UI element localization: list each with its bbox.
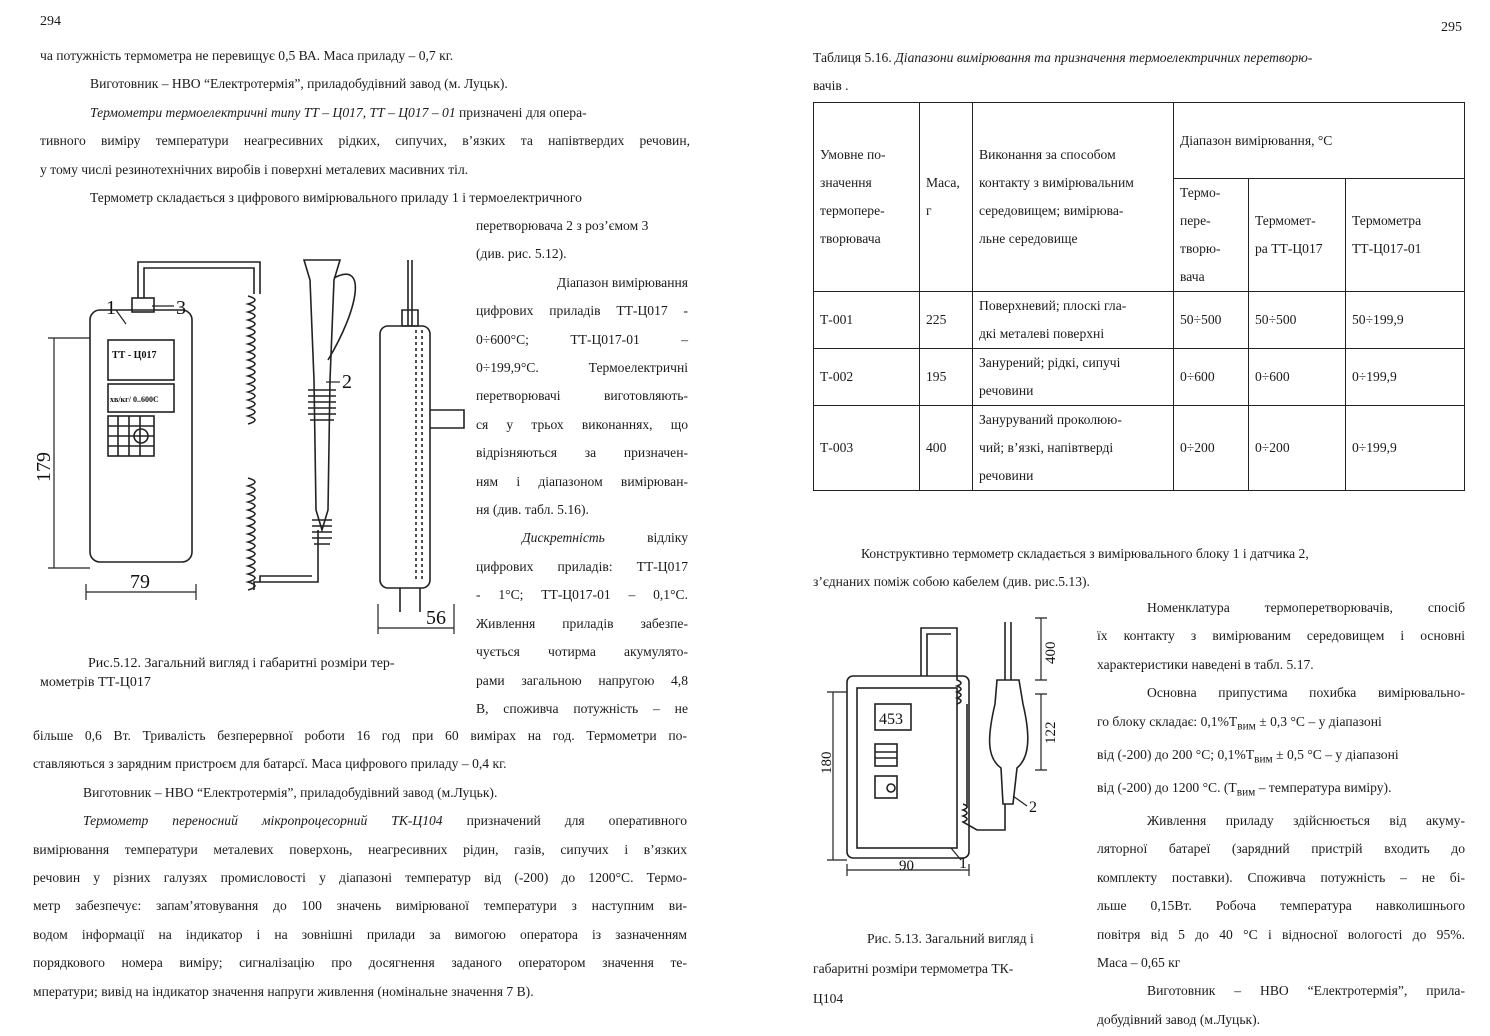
italic-term: Дискретність <box>522 530 605 546</box>
dim-height: 180 <box>819 751 835 774</box>
callout-2: 2 <box>342 371 352 393</box>
device-label-1: ТТ - Ц017 <box>112 350 157 361</box>
text-line: перетворювача 2 з роз’ємом 3 <box>476 218 649 233</box>
page-number: 295 <box>1441 20 1462 35</box>
figure-caption-5-13: Рис. 5.13. Загальний вигляд і габаритні розміри термометра ТК- Ц104 <box>813 931 1034 1006</box>
text-line: комплекту поставки). Споживча потужність – не бі- <box>1097 869 1465 885</box>
header-sub-converter: Термо- пере- творю- вача <box>1174 179 1249 292</box>
text-line: Діапазон вимірювання <box>556 274 688 290</box>
text-line: цифрових приладів: ТТ-Ц017 <box>476 558 688 574</box>
range-table <box>813 102 1465 491</box>
table-title-cont: вачів . <box>813 78 849 93</box>
text-line: добудівний завод (м.Луцьк). <box>1097 1011 1261 1027</box>
left-text-column <box>476 212 688 723</box>
text-line: Термометр складається з цифрового вимірювального приладу 1 і термоелектричного <box>90 190 582 206</box>
text-line: ставляються з зарядним пристроєм для батарсї. Маса цифрового приладу – 0,4 кг. <box>33 756 507 772</box>
header-mass: Маса, г <box>920 103 973 292</box>
probe-rod <box>1005 622 1011 680</box>
text-line: рами загальною напругою 4,8 <box>476 672 688 688</box>
header-sub-tt-c017: Термомет- ра ТТ-Ц017 <box>1249 179 1346 292</box>
device-button <box>875 744 897 766</box>
text-line: Живлення приладів забезпе- <box>476 615 688 631</box>
text-line: Конструктивно термометр складається з вимірювального блоку 1 і датчика 2, <box>861 546 1309 561</box>
text-line: чується чотирма акумулято- <box>476 644 688 660</box>
callout-3: 3 <box>176 297 186 319</box>
text-line: Маса – 0,65 кг <box>1097 955 1181 971</box>
text-line: повітря від 5 до 40 °С і відносної вологості до 95%. <box>1097 926 1465 942</box>
figure-5-12 <box>28 240 468 640</box>
device-face <box>857 688 957 848</box>
dim-probe: 400 <box>1043 641 1059 664</box>
text-line: від (-200) до 1200 °С. ($Т_{вим}$ – температура виміру). <box>1097 779 1392 799</box>
dim-height: 179 <box>33 452 55 482</box>
text-line: порядкового номера виміру; сигналізацію про досягнення заданого оператором значення те- <box>33 955 687 971</box>
text-line: ляторної батареї (зарядний пристрій входить до <box>1097 841 1465 857</box>
table-row: Т-002 195 Занурений; рідкі, сипучі речовини 0÷600 0÷600 0÷199,9 <box>814 349 1465 406</box>
text-line: від (-200) до 200 °С; $0,1\%Т_{вим} \pm 0,5$ °С – у діапазоні <box>1097 746 1399 766</box>
text-line: з’єднаних поміж собою кабелем (див. рис.5.13). <box>813 574 1090 590</box>
text-line: речовин у різних галузях промисловості у діапазоні температур від (-200) до 1200°С. Термо- <box>33 870 687 886</box>
text-line: ся у трьох виконаннях, що <box>476 416 688 432</box>
right-page <box>745 0 1490 1036</box>
italic-term: Термометри термоелектричні типу ТТ – Ц017, ТТ – Ц017 – 01 <box>90 104 456 120</box>
text-line: метр забезпечує: запам’ятовування до 100 значень вимірюваної температури з наступним ви- <box>33 898 687 914</box>
text-line: Виготовник – НВО “Електротермія”, приладобудівний завод (м. Луцьк). <box>90 76 508 92</box>
device-button <box>875 776 897 798</box>
italic-term: Термометр переносний мікропроцесорний ТК-Ц104 <box>83 813 443 829</box>
page-number: 294 <box>40 14 61 29</box>
text-line: Основна припустима похибка вимірювально- <box>1147 685 1465 701</box>
text-line: Номенклатура термоперетворювачів, спосіб <box>1147 600 1465 615</box>
text-line: ня (див. табл. 5.16). <box>476 502 589 518</box>
text-line: Виготовник – НВО “Електротермія”, приладобудівний завод (м.Луцьк). <box>83 784 498 800</box>
text-line: ча потужність термометра не перевищує 0,5 ВА. Маса приладу – 0,7 кг. <box>40 48 454 63</box>
paragraph-tk-c104: Термометр переносний мікропроцесорний ТК-Ц104 призначений для оперативного <box>83 813 687 829</box>
text-line: у тому числі резинотехнічних виробів і поверхні металевих масивних тіл. <box>40 161 469 177</box>
text-line: - 1°С; ТТ-Ц017-01 – 0,1°С. <box>476 587 688 603</box>
text-line: 0÷600°С; ТТ-Ц017-01 – <box>476 331 688 347</box>
dim-width: 90 <box>899 858 914 874</box>
text-line: більше 0,6 Вт. Тривалість безперервної роботи 16 год при 60 вимірах на год. Термометри по- <box>33 728 687 743</box>
figure-caption-5-12: Рис.5.12. Загальний вигляд і габаритні розміри тер- мометрів ТТ-Ц017 <box>40 656 395 690</box>
text-line: Живлення приладу здійснюється від акуму- <box>1147 813 1465 828</box>
text-line: відрізняються за призначен- <box>476 445 688 461</box>
text-line: ням і діапазоном вимірюван- <box>476 473 688 489</box>
text-line: Дискретність відліку <box>476 524 688 552</box>
right-paragraph-1 <box>813 540 1465 597</box>
callout-2: 2 <box>1029 799 1037 816</box>
dim-handle: 122 <box>1043 721 1059 744</box>
text-line: го блоку складає: $0,1\%Т_{вим} \pm 0,3$ °С – у діапазоні <box>1097 713 1382 733</box>
header-designation: Умовне по- значення термопере- творювача <box>814 103 920 292</box>
display-value: 453 <box>879 711 903 728</box>
table-header-row <box>814 103 1465 179</box>
text-line: Виготовник – НВО “Електротермія”, прила- <box>1147 983 1465 999</box>
text-line: В, споживча потужність – не <box>476 700 688 716</box>
text-line: мператури; вивід на індикатор значення напруги живлення (номінальне значення 7 В). <box>33 983 534 999</box>
text-line: вимірювання температури металевих поверхонь, неагресивних рідин, газів, сипучих і в’язких <box>33 841 687 857</box>
text-line: характеристики наведені в табл. 5.17. <box>1097 656 1314 672</box>
table-title: Таблиця 5.16. Діапазони вимірювання та призначення термоелектричних перетворю- <box>813 50 1313 65</box>
left-text-bottom <box>33 722 687 1006</box>
table-row: Т-001 225 Поверхневий; плоскі гла- дкі металеві поверхні 50÷500 50÷500 50÷199,9 <box>814 292 1465 349</box>
callout-1: 1 <box>959 855 967 872</box>
probe-handle <box>990 680 1028 804</box>
text-line: тивного виміру температури неагресивних рідких, сипучих, в’язких та напівтвердих речовин, <box>40 133 690 149</box>
text-line: льше 0,15Вт. Робоча температура навколишнього <box>1097 898 1465 914</box>
dim-depth: 56 <box>426 607 446 629</box>
text-line: (див. рис. 5.12). <box>476 246 567 262</box>
left-text-top <box>40 42 690 212</box>
text-line: перетворювачі виготовляють- <box>476 388 688 404</box>
header-sub-tt-c017-01: Термометра ТТ-Ц017-01 <box>1346 179 1465 292</box>
text-line: водом інформації на індикатор і на зовнішні прилади за вимогою оператора із зазначенням <box>33 926 687 942</box>
header-range: Діапазон вимірювання, °С <box>1174 103 1465 179</box>
text-line: 0÷199,9°С. Термоелектричні <box>476 360 688 376</box>
device-label-2: хв/кг/ 0..600С <box>110 395 159 404</box>
callout-1: 1 <box>106 297 116 319</box>
table-row: Т-003 400 Зануруваний проколюю- чий; в’язкі, напівтверді речовини 0÷200 0÷200 0÷199,9 <box>814 406 1465 491</box>
text-line: цифрових приладів ТТ-Ц017 - <box>476 303 688 319</box>
header-contact: Виконання за способом контакту з вимірювальним середовищем; вимірюва- льне середовище <box>973 103 1174 292</box>
dim-width: 79 <box>130 571 150 593</box>
right-text-column <box>1097 594 1465 1034</box>
paragraph-tt-c017: Термометри термоелектричні типу ТТ – Ц017, ТТ – Ц017 – 01 призначені для опера- <box>90 104 587 120</box>
probe <box>304 260 340 530</box>
figure-5-13 <box>817 608 1097 880</box>
text-line: їх контакту з вимірюваним середовищем і основні <box>1097 628 1465 644</box>
